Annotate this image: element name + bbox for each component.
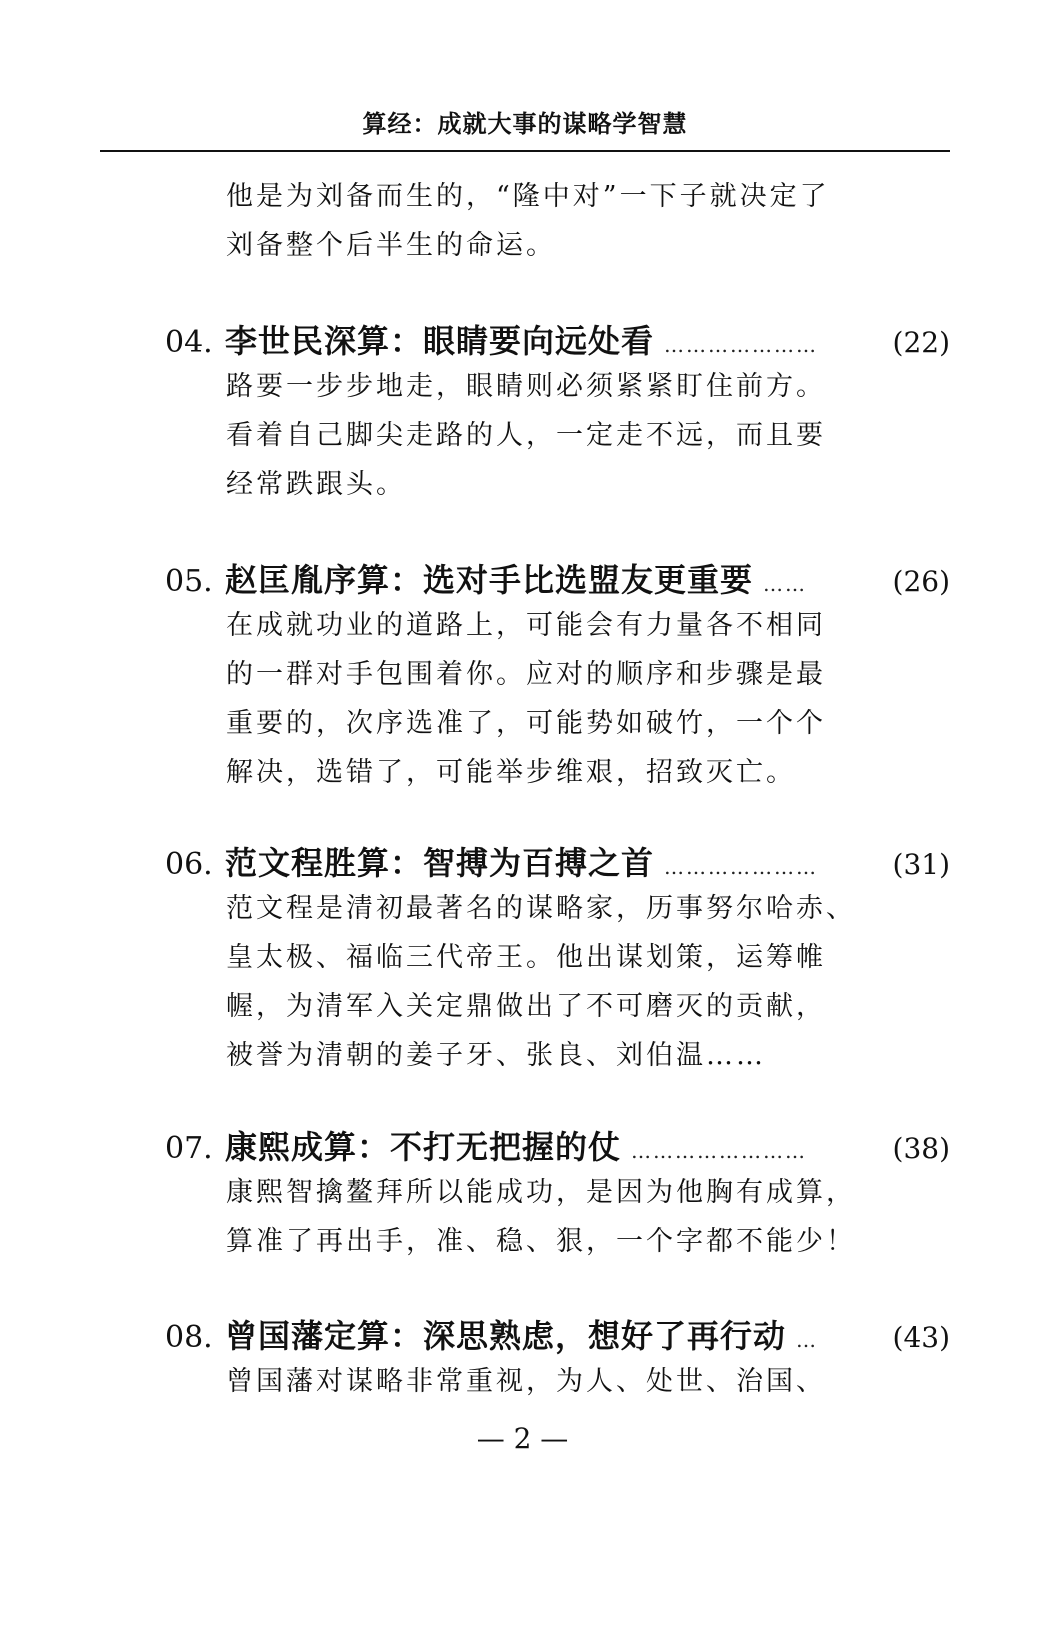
entry-title: 赵匡胤序算：选对手比选盟友更重要 <box>225 561 754 599</box>
dot-leader: ………………… <box>664 855 819 879</box>
entry-title: 康熙成算：不打无把握的仗 <box>225 1128 622 1166</box>
description-line: 幄，为清军入关定鼎做出了不可磨灭的贡献， <box>226 991 826 1022</box>
entry-number: 04. <box>165 325 213 360</box>
entry-page-ref: (43) <box>892 1321 950 1354</box>
running-header: 算经：成就大事的谋略学智慧 <box>362 110 688 138</box>
intro-paragraph <box>226 172 906 270</box>
toc-entry-06[interactable] <box>165 838 950 884</box>
dot-leader: … <box>796 1328 819 1352</box>
description-line: 重要的，次序选准了，可能势如破竹，一个个 <box>226 708 826 739</box>
entry-page-ref: (31) <box>892 848 950 881</box>
entry-page-ref: (22) <box>892 326 950 359</box>
entry-number: 05. <box>165 564 213 599</box>
description-line: 皇太极、福临三代帝王。他出谋划策，运筹帷 <box>226 942 826 973</box>
description-line: 经常跌跟头。 <box>226 469 406 500</box>
entry-page-ref: (38) <box>892 1132 950 1165</box>
entry-number: 06. <box>165 847 213 882</box>
description-line: 算准了再出手，准、稳、狠，一个字都不能少！ <box>226 1226 856 1257</box>
entry-description <box>226 884 906 1080</box>
description-line: 范文程是清初最著名的谋略家，历事努尔哈赤、 <box>226 893 856 924</box>
entry-number: 07. <box>165 1131 213 1166</box>
entry-title: 李世民深算：眼睛要向远处看 <box>225 322 655 360</box>
toc-entry-07[interactable] <box>165 1122 950 1168</box>
description-line: 在成就功业的道路上，可能会有力量各不相同 <box>226 610 826 641</box>
toc-entry-08[interactable] <box>165 1311 950 1357</box>
dot-leader: …… <box>763 572 808 596</box>
description-line: 曾国藩对谋略非常重视，为人、处世、治国、 <box>226 1366 826 1397</box>
dot-leader: …………………… <box>631 1139 808 1163</box>
entry-description <box>226 362 906 509</box>
entry-description <box>226 1168 906 1266</box>
description-line: 的一群对手包围着你。应对的顺序和步骤是最 <box>226 659 826 690</box>
description-line: 路要一步步地走，眼睛则必须紧紧盯住前方。 <box>226 371 826 402</box>
page-number: — 2 — <box>476 1422 569 1455</box>
description-line: 看着自己脚尖走路的人，一定走不远，而且要 <box>226 420 826 451</box>
toc-entry-04[interactable] <box>165 316 950 362</box>
intro-line: 刘备整个后半生的命运。 <box>226 230 556 261</box>
intro-line: 他是为刘备而生的，“隆中对”一下子就决定了 <box>226 181 830 212</box>
entry-number: 08. <box>165 1320 213 1355</box>
entry-title: 范文程胜算：智搏为百搏之首 <box>225 844 655 882</box>
entry-page-ref: (26) <box>892 565 950 598</box>
entry-description <box>226 1357 906 1406</box>
description-line: 被誉为清朝的姜子牙、张良、刘伯温…… <box>226 1040 766 1071</box>
dot-leader: ………………… <box>664 333 819 357</box>
entry-description <box>226 601 906 797</box>
toc-entry-05[interactable] <box>165 555 950 601</box>
description-line: 康熙智擒鳌拜所以能成功，是因为他胸有成算， <box>226 1177 856 1208</box>
entry-title: 曾国藩定算：深思熟虑，想好了再行动 <box>225 1317 787 1355</box>
header-rule <box>100 150 950 152</box>
description-line: 解决，选错了，可能举步维艰，招致灭亡。 <box>226 757 796 788</box>
